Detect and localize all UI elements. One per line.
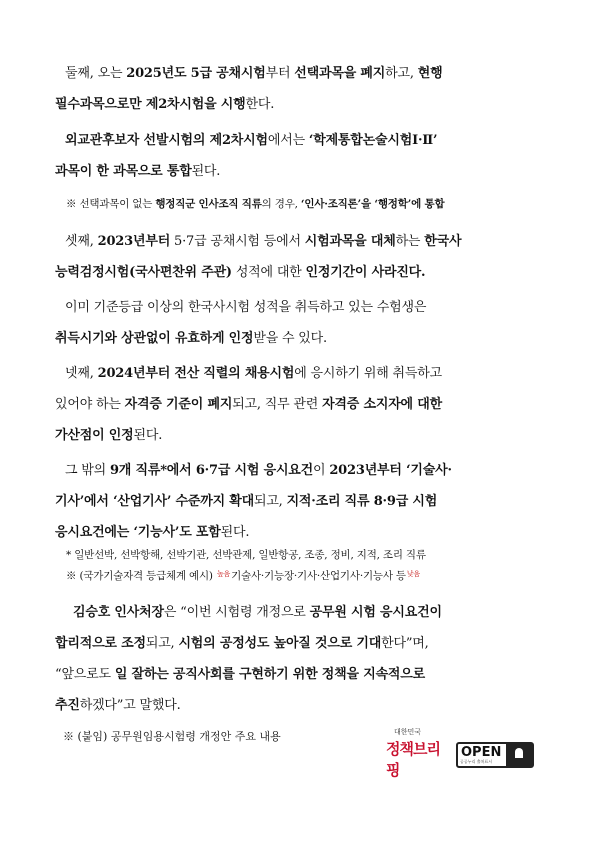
- open-text: OPEN: [461, 745, 502, 760]
- text: 은 “이번 시험령 개정으로: [163, 605, 310, 620]
- paragraph-fourth: [55, 358, 543, 451]
- emphasis: 행정직군 인사조직 직류: [155, 198, 262, 210]
- text: 기술사·기능장·기사·산업기사·기능사 등: [231, 570, 406, 582]
- text: ※ (국가기술자격 등급체계 예시): [66, 570, 216, 582]
- emphasis: 선택과목을 폐지: [294, 66, 386, 81]
- text: 되고,: [253, 494, 287, 509]
- emphasis: 공무원 시험 응시요건이: [309, 605, 442, 620]
- text: 이: [313, 463, 330, 478]
- emphasis: 추진: [55, 698, 80, 713]
- emphasis: 인정기간이 사라진다.: [305, 265, 426, 280]
- open-license-logo: [456, 742, 534, 768]
- text: 된다.: [133, 428, 163, 443]
- paragraph-third: [55, 226, 543, 288]
- text: 부터: [265, 66, 295, 81]
- emphasis: 김승호 인사처장: [73, 605, 164, 620]
- emphasis: 현행: [417, 66, 443, 81]
- emphasis: 취득시기와 상관없이 유효하게 인정: [55, 331, 254, 346]
- text: 된다.: [191, 164, 221, 179]
- emphasis: 응시요건에는 ‘기능사’도 포함: [55, 525, 221, 540]
- text: 있어야 하는: [55, 397, 125, 412]
- text: 되고,: [145, 636, 179, 651]
- text: 그 밖의: [65, 463, 110, 478]
- note-cert-levels: [66, 566, 421, 586]
- korea-policy-briefing-logo: [386, 723, 446, 779]
- text: 되고, 직무 관련: [232, 397, 323, 412]
- emphasis: 시험과목을 대체: [304, 234, 396, 249]
- paragraph-second: [55, 58, 543, 120]
- text: 한다”며,: [381, 636, 429, 651]
- emphasis: 과목이 한 과목으로 통합: [55, 164, 192, 179]
- paragraph-diplomat: [55, 125, 543, 187]
- paragraph-history-cert: [55, 292, 543, 354]
- paragraph-others: [55, 455, 543, 548]
- emphasis: 능력검정시험(국사편찬위 주관): [55, 265, 232, 280]
- text: 하겠다”고 말했다.: [79, 698, 181, 713]
- emphasis: 2023년부터 ‘기술사·: [329, 463, 452, 478]
- emphasis: 외교관후보자 선발시험의 제2차시험: [65, 133, 268, 148]
- emphasis: 자격증 소지자에 대한: [322, 397, 442, 412]
- text: 된다.: [220, 525, 250, 540]
- emphasis: 2025년도 5급 공채시험: [126, 66, 266, 81]
- logo-small-text: 대한민국: [394, 728, 422, 736]
- emphasis: 필수과목으로만 제2차시험을 시행: [55, 97, 246, 112]
- text: 넷째,: [65, 366, 98, 381]
- logo-big-text: 정책브리핑: [386, 740, 440, 779]
- text: “앞으로도: [55, 667, 115, 682]
- text: 이미 기준등급 이상의 한국사시험 성적을 취득하고 있는 수험생은: [65, 300, 427, 315]
- emphasis: 시험의 공정성도 높아질 것으로 기대: [178, 636, 382, 651]
- text: 하고,: [385, 66, 418, 81]
- note-job-list: * 일반선박, 선박항해, 선박기관, 선박관제, 일반항공, 조종, 정비, 지적, 조리 직류: [66, 549, 426, 561]
- emphasis: 합리적으로 조정: [55, 636, 146, 651]
- emphasis: 기사’에서 ‘산업기사’ 수준까지 확대: [55, 494, 254, 509]
- text: ※ 선택과목이 없는: [66, 198, 156, 210]
- text: 에 응시하기 위해 취득하고: [294, 366, 442, 381]
- text: 의 경우,: [261, 198, 301, 210]
- emphasis: ‘학제통합논술시험Ⅰ·Ⅱ’: [308, 133, 438, 148]
- text: 에서는: [267, 133, 309, 148]
- emphasis: 일 잘하는 공직사회를 구현하기 위한 정책을 지속적으로: [114, 667, 426, 682]
- emphasis: 가산점이 인정: [55, 428, 134, 443]
- emphasis: 2023년부터: [97, 234, 171, 249]
- text: 받을 수 있다.: [253, 331, 327, 346]
- text: 둘째, 오는: [65, 66, 127, 81]
- emphasis: 9개 직류*에서 6·7급 시험 응시요건: [109, 463, 314, 478]
- level-high-tag: 높음: [216, 570, 231, 578]
- text: 셋째,: [65, 234, 98, 249]
- person-icon: [506, 744, 532, 766]
- level-low-tag: 낮음: [406, 570, 420, 578]
- emphasis: 지적·조리 직류 8·9급 시험: [286, 494, 438, 509]
- emphasis: ‘인사·조직론’을 ‘행정학’에 통합: [300, 198, 445, 210]
- text: 성적에 대한: [231, 265, 306, 280]
- text: 5·7급 공채시험 등에서: [170, 234, 305, 249]
- note-admin-track: [66, 194, 444, 214]
- open-strip-text: 공공누리 출처표시: [460, 759, 493, 764]
- attachment-note: ※ (붙임) 공무원임용시험령 개정안 주요 내용: [63, 730, 281, 743]
- emphasis: 한국사: [424, 234, 462, 249]
- text: 하는: [395, 234, 425, 249]
- emphasis: 자격증 기준이 폐지: [124, 397, 233, 412]
- text: 한다.: [245, 97, 275, 112]
- paragraph-quote: [55, 597, 543, 721]
- emphasis: 2024년부터 전산 직렬의 채용시험: [97, 366, 295, 381]
